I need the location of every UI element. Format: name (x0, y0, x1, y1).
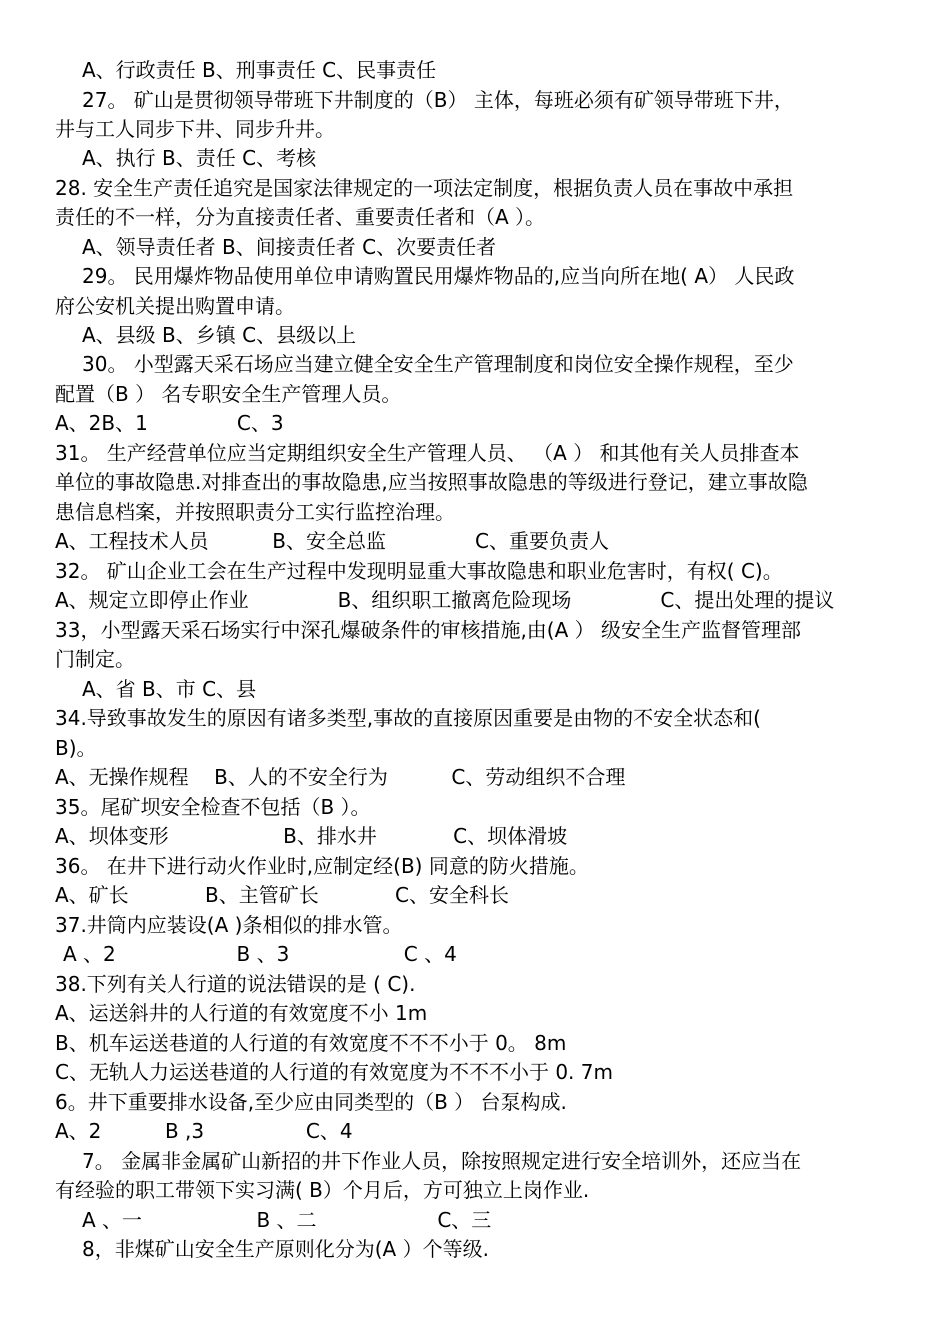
text-line: 配置（B ） 名专职安全生产管理人员。 (55, 382, 402, 406)
options-36: A、矿长 B、主管矿长 C、安全科长 (55, 883, 509, 907)
options-31: A、工程技术人员 B、安全总监 C、重要负责人 (55, 529, 609, 553)
options-6: A、2 B ,3 C、4 (55, 1119, 353, 1143)
text-line: 责任的不一样，分为直接责任者、重要责任者和（A ）。 (55, 205, 546, 229)
options-7: A 、一 B 、二 C、三 (82, 1208, 492, 1232)
options-30: A、2B、1 C、3 (55, 411, 284, 435)
question-31: 31。 生产经营单位应当定期组织安全生产管理人员、 （A ） 和其他有关人员排查本 (55, 441, 800, 465)
question-33: 33，小型露天采石场实行中深孔爆破条件的审核措施,由(A ） 级安全生产监督管理部 (55, 618, 802, 642)
text-line: 府公安机关提出购置申请。 (55, 294, 295, 318)
question-32: 32。 矿山企业工会在生产过程中发现明显重大事故隐患和职业危害时，有权( C)。 (55, 559, 783, 583)
question-34: 34.导致事故发生的原因有诸多类型,事故的直接原因重要是由物的不安全状态和( (55, 706, 761, 730)
question-36: 36。 在井下进行动火作业时,应制定经(B) 同意的防火措施。 (55, 854, 589, 878)
option-38-b: B、机车运送巷道的人行道的有效宽度不不不小于 0。 8m (55, 1031, 567, 1055)
question-8: 8，非煤矿山安全生产原则化分为(A ）个等级. (82, 1237, 489, 1261)
text-line: 单位的事故隐患.对排查出的事故隐患,应当按照事故隐患的等级进行登记，建立事故隐 (55, 470, 808, 494)
question-30: 30。 小型露天采石场应当建立健全安全生产管理制度和岗位安全操作规程，至少 (82, 352, 794, 376)
options-29: A、县级 B、乡镇 C、县级以上 (82, 323, 357, 347)
options-34: A、无操作规程 B、人的不安全行为 C、劳动组织不合理 (55, 765, 626, 789)
text-line: 患信息档案，并按照职责分工实行监控治理。 (55, 500, 455, 524)
text-line: B)。 (55, 736, 97, 760)
options-35: A、坝体变形 B、排水井 C、坝体滑坡 (55, 824, 568, 848)
text-line: 有经验的职工带领下实习满( B）个月后，方可独立上岗作业. (55, 1178, 590, 1202)
question-35: 35。尾矿坝安全检查不包括（B ）。 (55, 795, 371, 819)
question-28: 28. 安全生产责任追究是国家法律规定的一项法定制度，根据负责人员在事故中承担 (55, 176, 794, 200)
question-37: 37.井筒内应装设(A )条相似的排水管。 (55, 913, 403, 937)
options-28: A、领导责任者 B、间接责任者 C、次要责任者 (82, 235, 497, 259)
question-27: 27。 矿山是贯彻领导带班下井制度的（B） 主体，每班必须有矿领导带班下井， (82, 88, 794, 112)
option-38-a: A、运送斜井的人行道的有效宽度不小 1m (55, 1001, 428, 1025)
option-38-c: C、无轨人力运送巷道的人行道的有效宽度为不不不小于 0. 7m (55, 1060, 613, 1084)
text-line: A、行政责任 B、刑事责任 C、民事责任 (82, 58, 437, 82)
question-38: 38.下列有关人行道的说法错误的是 ( C). (55, 972, 416, 996)
text-line: 井与工人同步下井、同步升井。 (55, 117, 335, 141)
text-line: 门制定。 (55, 647, 135, 671)
question-29: 29。 民用爆炸物品使用单位申请购置民用爆炸物品的,应当向所在地( A） 人民政 (82, 264, 795, 288)
options-37: A 、2 B 、3 C 、4 (63, 942, 457, 966)
options-33: A、省 B、市 C、县 (82, 677, 257, 701)
options-32: A、规定立即停止作业 B、组织职工撤离危险现场 C、提出处理的提议 (55, 588, 835, 612)
options-27: A、执行 B、责任 C、考核 (82, 146, 317, 170)
question-7: 7。 金属非金属矿山新招的井下作业人员，除按照规定进行安全培训外，还应当在 (82, 1149, 802, 1173)
question-6: 6。井下重要排水设备,至少应由同类型的（B ） 台泵构成. (55, 1090, 567, 1114)
